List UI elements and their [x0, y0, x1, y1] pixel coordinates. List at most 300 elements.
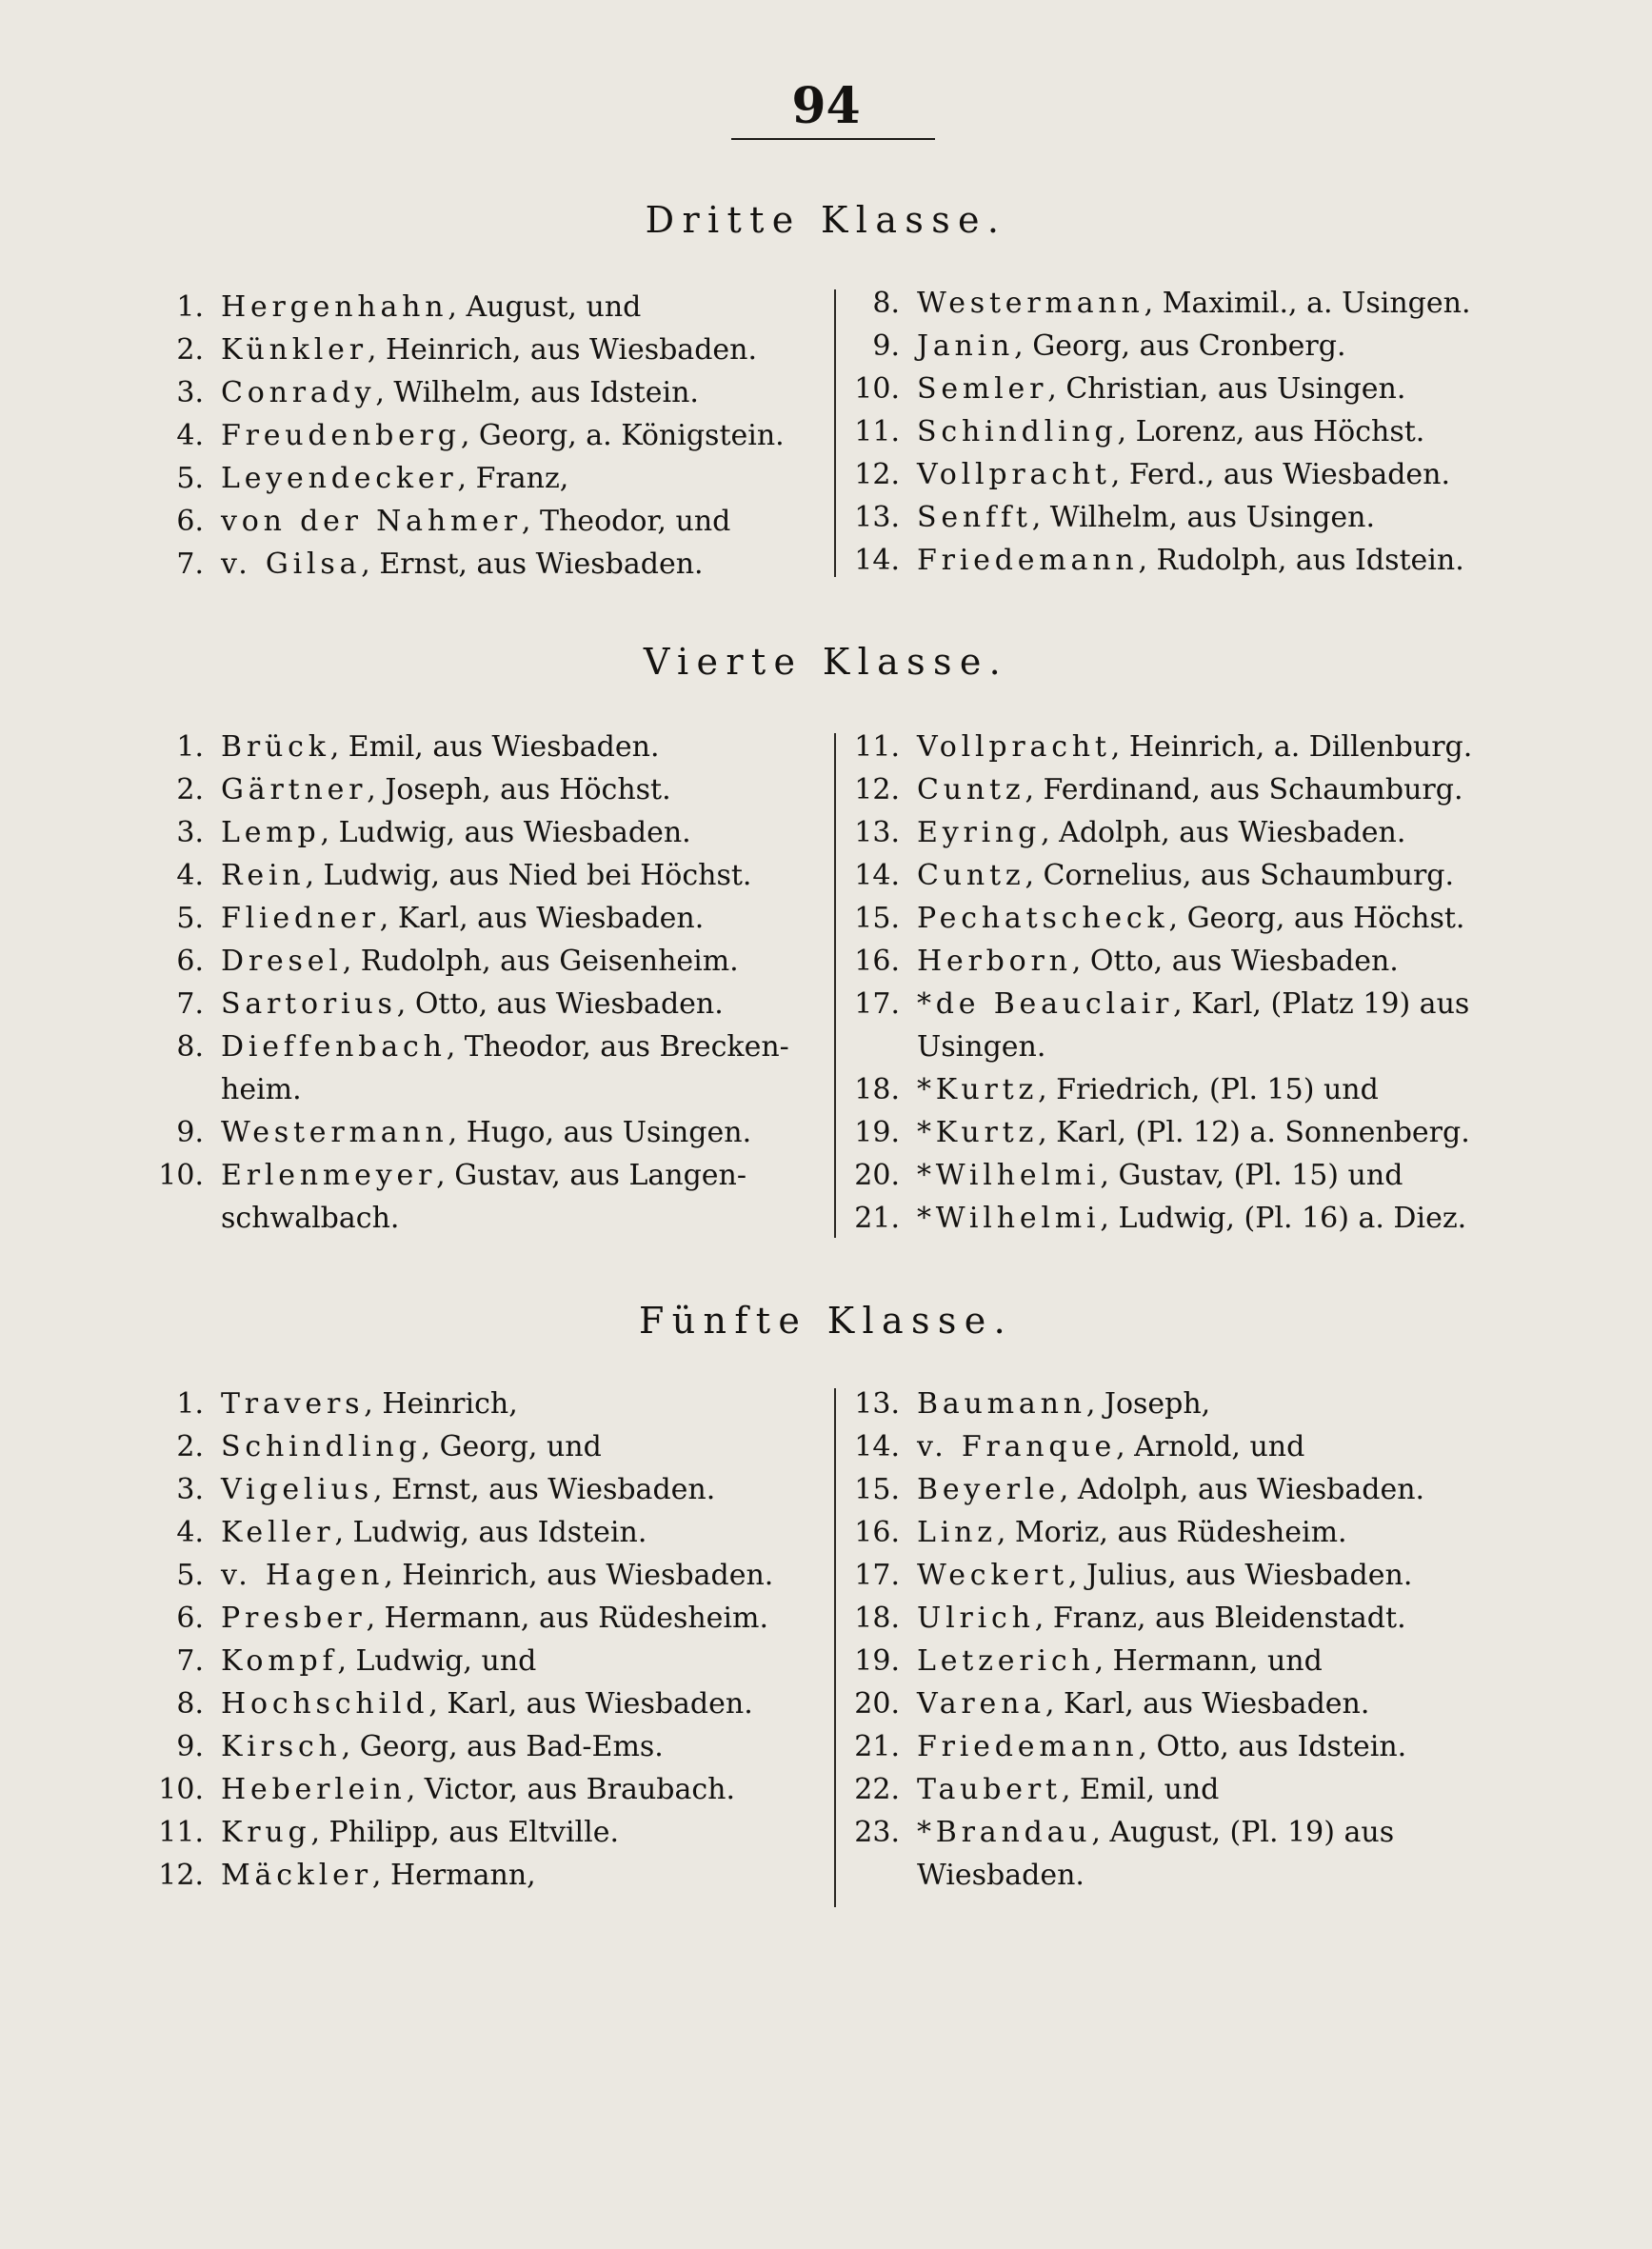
list-item — [850, 1383, 1536, 1425]
entry-number: 2. — [176, 333, 204, 367]
entry-details: , Hugo, aus Usingen. — [448, 1116, 752, 1149]
entry-text — [917, 1197, 1536, 1240]
student-name: Westermann — [221, 1116, 448, 1149]
entry-details: schwalbach. — [221, 1202, 400, 1235]
student-name: Janin — [917, 329, 1015, 363]
entry-details: , Otto, aus Wiesbaden. — [396, 987, 724, 1021]
entry-text — [221, 286, 821, 328]
entry-details: , Georg, aus Höchst. — [1168, 902, 1465, 935]
entry-number: 7. — [176, 547, 204, 581]
entry-details: , Gustav, (Pl. 15) und — [1100, 1159, 1403, 1192]
entry-number: 7. — [176, 987, 204, 1021]
entry-text — [917, 453, 1536, 496]
entry-text — [221, 1111, 821, 1154]
student-name: Dresel — [221, 945, 343, 978]
entry-number: 7. — [176, 1644, 204, 1678]
student-name: Gärtner — [221, 773, 368, 806]
entry-number: 14. — [854, 859, 900, 892]
student-name: Vigelius — [221, 1473, 373, 1506]
section-heading-dritte-klasse: Dritte Klasse. — [645, 199, 1007, 241]
entry-text — [221, 1425, 821, 1468]
entry-number: 12. — [158, 1859, 204, 1892]
student-name: Hochschild — [221, 1687, 429, 1721]
entry-text — [917, 897, 1536, 940]
list-item — [850, 940, 1536, 983]
entry-details: , Christian, aus Usingen. — [1047, 372, 1406, 406]
entry-number: 5. — [176, 902, 204, 935]
list-item — [154, 1025, 821, 1068]
entry-details: , Victor, aus Braubach. — [406, 1773, 736, 1806]
list-item — [850, 453, 1536, 496]
entry-details: , Ludwig, aus Nied bei Höchst. — [305, 859, 752, 892]
student-name: Brück — [221, 730, 330, 764]
list-item — [850, 1682, 1536, 1725]
header-rule — [731, 138, 935, 140]
student-name: Schindling — [917, 415, 1118, 448]
student-name: Friedemann — [917, 1730, 1139, 1763]
entry-details: , Ludwig, aus Idstein. — [334, 1516, 647, 1549]
entry-details: , Ferd., aus Wiesbaden. — [1110, 458, 1451, 491]
entry-number: 11. — [854, 730, 900, 764]
section-heading-fuenfte-klasse: Fünfte Klasse. — [638, 1300, 1014, 1342]
list-item — [850, 1640, 1536, 1682]
student-name: Linz — [917, 1516, 997, 1549]
student-name: *Wilhelmi — [917, 1202, 1101, 1235]
entry-details: , Wilhelm, aus Idstein. — [375, 376, 699, 409]
entry-text — [221, 940, 821, 983]
entry-number: 15. — [854, 902, 900, 935]
entry-text — [917, 1854, 1536, 1897]
entry-details: , Adolph, aus Wiesbaden. — [1059, 1473, 1425, 1506]
entry-text — [917, 983, 1536, 1025]
entry-number: 10. — [158, 1773, 204, 1806]
student-name: Leyendecker — [221, 462, 458, 495]
entry-text — [221, 1597, 821, 1640]
list-item — [850, 1197, 1536, 1240]
entry-details: , Hermann, und — [1094, 1644, 1323, 1678]
entry-number: 3. — [176, 1473, 204, 1506]
list-item — [154, 1383, 821, 1425]
list-item — [154, 1425, 821, 1468]
entry-details: heim. — [221, 1073, 302, 1106]
student-name: Senfft — [917, 501, 1032, 534]
list-item — [154, 897, 821, 940]
entry-text — [221, 1725, 821, 1768]
student-name: Mäckler — [221, 1859, 372, 1892]
entry-number: 15. — [854, 1473, 900, 1506]
list-item — [850, 1768, 1536, 1811]
list-item — [850, 539, 1536, 582]
list-item — [850, 1425, 1536, 1468]
entry-text — [221, 983, 821, 1025]
entry-number: 8. — [872, 287, 900, 320]
list-item — [850, 368, 1536, 410]
entry-number: 6. — [176, 1602, 204, 1635]
list-item — [154, 457, 821, 500]
entry-text — [917, 1597, 1536, 1640]
list-item — [850, 1468, 1536, 1511]
entry-number: 23. — [854, 1816, 900, 1849]
entry-details: , Ernst, aus Wiesbaden. — [373, 1473, 716, 1506]
student-name: Heberlein — [221, 1773, 407, 1806]
entry-number: 20. — [854, 1687, 900, 1721]
entry-number: 6. — [176, 505, 204, 538]
entry-number: 13. — [854, 816, 900, 849]
entry-number: 2. — [176, 1430, 204, 1463]
entry-details: , Ernst, aus Wiesbaden. — [361, 547, 704, 581]
list-item — [850, 1511, 1536, 1554]
entry-text — [917, 1811, 1536, 1854]
entry-number: 12. — [854, 773, 900, 806]
entry-details: , Ludwig, (Pl. 16) a. Diez. — [1100, 1202, 1467, 1235]
entry-number: 16. — [854, 945, 900, 978]
column-divider — [834, 733, 836, 1238]
student-name: Erlenmeyer — [221, 1159, 437, 1192]
list-item — [850, 1554, 1536, 1597]
list-item — [850, 1854, 1536, 1897]
vierte-klasse-left-list — [154, 726, 821, 1240]
list-item — [154, 1640, 821, 1682]
student-name: Freudenberg — [221, 419, 461, 452]
entry-text — [221, 811, 821, 854]
entry-number: 3. — [176, 816, 204, 849]
list-item — [154, 371, 821, 414]
entry-text — [917, 940, 1536, 983]
student-name: Beyerle — [917, 1473, 1060, 1506]
list-item — [154, 983, 821, 1025]
entry-number: 20. — [854, 1159, 900, 1192]
entry-details: , Gustav, aus Langen- — [436, 1159, 746, 1192]
student-name: Künkler — [221, 333, 368, 367]
entry-number: 21. — [854, 1730, 900, 1763]
entry-details: , Joseph, — [1085, 1387, 1211, 1421]
entry-text — [917, 368, 1536, 410]
entry-details: , Karl, aus Wiesbaden. — [428, 1687, 753, 1721]
entry-number: 18. — [854, 1602, 900, 1635]
entry-number: 21. — [854, 1202, 900, 1235]
entry-details: , Hermann, — [371, 1859, 536, 1892]
dritte-klasse-left-list — [154, 286, 821, 586]
entry-details: , Franz, aus Bleidenstadt. — [1034, 1602, 1406, 1635]
entry-text — [221, 328, 821, 371]
entry-number — [154, 1068, 204, 1111]
student-name: Ulrich — [917, 1602, 1035, 1635]
list-item — [850, 768, 1536, 811]
list-item — [850, 897, 1536, 940]
list-item — [850, 1111, 1536, 1154]
entry-details: , Otto, aus Idstein. — [1138, 1730, 1407, 1763]
student-name: Herborn — [917, 945, 1072, 978]
list-item — [850, 1154, 1536, 1197]
student-name: Fliedner — [221, 902, 380, 935]
entry-number: 8. — [176, 1030, 204, 1064]
list-item — [154, 543, 821, 586]
entry-details: , Joseph, aus Höchst. — [367, 773, 671, 806]
entry-text — [221, 1854, 821, 1897]
entry-number: 2. — [176, 773, 204, 806]
entry-text — [917, 1640, 1536, 1682]
list-item — [850, 1597, 1536, 1640]
entry-text — [221, 854, 821, 897]
student-name: *Brandau — [917, 1816, 1092, 1849]
entry-number — [850, 1025, 900, 1068]
entry-text — [221, 768, 821, 811]
student-name: Cuntz — [917, 859, 1025, 892]
entry-number: 17. — [854, 987, 900, 1021]
list-item — [154, 1811, 821, 1854]
entry-details: , Rudolph, aus Idstein. — [1138, 544, 1464, 577]
column-divider — [834, 289, 836, 577]
list-item — [154, 1511, 821, 1554]
student-name: Eyring — [917, 816, 1042, 849]
entry-number: 9. — [176, 1116, 204, 1149]
list-item — [850, 1811, 1536, 1854]
entry-details: , Cornelius, aus Schaumburg. — [1025, 859, 1455, 892]
entry-text — [917, 496, 1536, 539]
student-name: Kirsch — [221, 1730, 342, 1763]
entry-details: Usingen. — [917, 1030, 1046, 1064]
list-item — [154, 1154, 821, 1197]
entry-text — [221, 457, 821, 500]
entry-text — [917, 1111, 1536, 1154]
vierte-klasse-right-list — [850, 726, 1536, 1240]
entry-details: , August, und — [448, 290, 642, 324]
entry-text — [917, 325, 1536, 368]
list-item — [154, 500, 821, 543]
list-item — [154, 726, 821, 768]
entry-text — [917, 1425, 1536, 1468]
student-name: v. Hagen — [221, 1559, 385, 1592]
student-name: Lemp — [221, 816, 321, 849]
entry-details: , Lorenz, aus Höchst. — [1117, 415, 1425, 448]
entry-details: , Philipp, aus Eltville. — [310, 1816, 620, 1849]
student-name: Hergenhahn — [221, 290, 448, 324]
entry-number: 11. — [158, 1816, 204, 1849]
entry-number: 19. — [854, 1116, 900, 1149]
list-item — [850, 811, 1536, 854]
entry-text — [221, 1768, 821, 1811]
entry-text — [221, 726, 821, 768]
student-name: Varena — [917, 1687, 1045, 1721]
entry-text — [917, 539, 1536, 582]
list-item — [850, 854, 1536, 897]
student-name: Sartorius — [221, 987, 397, 1021]
entry-number: 6. — [176, 945, 204, 978]
entry-text — [221, 1682, 821, 1725]
entry-text — [221, 1068, 821, 1111]
list-item — [850, 410, 1536, 453]
entry-details: , Emil, und — [1061, 1773, 1220, 1806]
list-item — [154, 1197, 821, 1240]
entry-details: , Heinrich, a. Dillenburg. — [1110, 730, 1473, 764]
student-name: Weckert — [917, 1559, 1068, 1592]
student-name: v. Franque — [917, 1430, 1117, 1463]
student-name: *Wilhelmi — [917, 1159, 1101, 1192]
entry-text — [221, 1511, 821, 1554]
entry-details: , Karl, aus Wiesbaden. — [379, 902, 705, 935]
entry-text — [221, 897, 821, 940]
entry-number: 5. — [176, 462, 204, 495]
student-name: Dieffenbach — [221, 1030, 447, 1064]
student-name: Westermann — [917, 287, 1144, 320]
entry-text — [221, 1554, 821, 1597]
student-name: Cuntz — [917, 773, 1025, 806]
entry-text — [917, 768, 1536, 811]
student-name: Rein — [221, 859, 306, 892]
entry-text — [917, 410, 1536, 453]
student-name: Pechatscheck — [917, 902, 1169, 935]
entry-text — [917, 1682, 1536, 1725]
list-item — [154, 1111, 821, 1154]
student-name: Travers — [221, 1387, 365, 1421]
list-item — [154, 328, 821, 371]
entry-details: , Karl, (Platz 19) aus — [1173, 987, 1470, 1021]
entry-number: 5. — [176, 1559, 204, 1592]
student-name: Friedemann — [917, 544, 1139, 577]
entry-text — [917, 1511, 1536, 1554]
student-name: *de Beauclair — [917, 987, 1174, 1021]
entry-number: 9. — [176, 1730, 204, 1763]
entry-text — [917, 854, 1536, 897]
section-heading-vierte-klasse: Vierte Klasse. — [643, 641, 1009, 683]
entry-text — [917, 1768, 1536, 1811]
entry-number — [850, 1854, 900, 1897]
entry-text — [221, 1640, 821, 1682]
student-name: Schindling — [221, 1430, 422, 1463]
student-name: *Kurtz — [917, 1116, 1039, 1149]
entry-details: , Karl, aus Wiesbaden. — [1045, 1687, 1370, 1721]
entry-number: 13. — [854, 1387, 900, 1421]
entry-text — [917, 1068, 1536, 1111]
entry-text — [917, 1383, 1536, 1425]
list-item — [850, 1068, 1536, 1111]
entry-details: , Rudolph, aus Geisenheim. — [342, 945, 739, 978]
entry-text — [917, 1725, 1536, 1768]
entry-details: , Moriz, aus Rüdesheim. — [996, 1516, 1347, 1549]
student-name: Vollpracht — [917, 730, 1111, 764]
entry-details: , Karl, (Pl. 12) a. Sonnenberg. — [1038, 1116, 1470, 1149]
student-name: Taubert — [917, 1773, 1062, 1806]
entry-text — [221, 371, 821, 414]
entry-details: , Otto, aus Wiesbaden. — [1071, 945, 1399, 978]
entry-details: , Heinrich, aus Wiesbaden. — [367, 333, 758, 367]
entry-number: 1. — [176, 1387, 204, 1421]
entry-number: 22. — [854, 1773, 900, 1806]
entry-details: , Wilhelm, aus Usingen. — [1031, 501, 1376, 534]
entry-number: 13. — [854, 501, 900, 534]
list-item — [850, 983, 1536, 1025]
entry-details: , Ludwig, und — [337, 1644, 537, 1678]
entry-details: , Heinrich, — [364, 1387, 518, 1421]
entry-number: 14. — [854, 544, 900, 577]
entry-number: 4. — [176, 419, 204, 452]
list-item — [154, 1468, 821, 1511]
entry-number: 1. — [176, 290, 204, 324]
entry-details: , Georg, aus Cronberg. — [1014, 329, 1346, 363]
list-item — [154, 1554, 821, 1597]
entry-number: 12. — [854, 458, 900, 491]
list-item — [154, 1768, 821, 1811]
student-name: Kompf — [221, 1644, 338, 1678]
list-item — [154, 414, 821, 457]
student-name: von der Nahmer — [221, 505, 522, 538]
entry-details: , Maximil., a. Usingen. — [1144, 287, 1471, 320]
list-item — [850, 325, 1536, 368]
fuenfte-klasse-left-list — [154, 1383, 821, 1897]
entry-text — [221, 1197, 821, 1240]
entry-number: 14. — [854, 1430, 900, 1463]
entry-details: , Adolph, aus Wiesbaden. — [1041, 816, 1406, 849]
entry-details: , Georg, und — [421, 1430, 602, 1463]
entry-text — [221, 1383, 821, 1425]
entry-number: 3. — [176, 376, 204, 409]
list-item — [850, 1725, 1536, 1768]
entry-number: 9. — [872, 329, 900, 363]
list-item — [154, 940, 821, 983]
list-item — [154, 1597, 821, 1640]
entry-text — [221, 543, 821, 586]
entry-number: 1. — [176, 730, 204, 764]
student-name: Baumann — [917, 1387, 1086, 1421]
list-item — [850, 282, 1536, 325]
student-name: Conrady — [221, 376, 376, 409]
entry-details: , Ludwig, aus Wiesbaden. — [320, 816, 691, 849]
entry-details: , Ferdinand, aus Schaumburg. — [1025, 773, 1463, 806]
entry-text — [917, 282, 1536, 325]
entry-details: , Hermann, aus Rüdesheim. — [366, 1602, 769, 1635]
entry-details: , Friedrich, (Pl. 15) und — [1038, 1073, 1379, 1106]
list-item — [154, 1682, 821, 1725]
entry-text — [221, 1811, 821, 1854]
entry-number: 19. — [854, 1644, 900, 1678]
list-item — [850, 726, 1536, 768]
entry-text — [221, 1154, 821, 1197]
list-item — [154, 286, 821, 328]
list-item — [154, 1068, 821, 1111]
entry-text — [917, 726, 1536, 768]
entry-details: , August, (Pl. 19) aus — [1091, 1816, 1395, 1849]
entry-text — [221, 1025, 821, 1068]
entry-number: 18. — [854, 1073, 900, 1106]
entry-text — [917, 1468, 1536, 1511]
entry-number: 10. — [158, 1159, 204, 1192]
list-item — [154, 1725, 821, 1768]
column-divider — [834, 1388, 836, 1907]
student-name: v. Gilsa — [221, 547, 362, 581]
entry-text — [221, 1468, 821, 1511]
entry-text — [221, 500, 821, 543]
entry-details: , Julius, aus Wiesbaden. — [1067, 1559, 1413, 1592]
entry-text — [917, 1554, 1536, 1597]
page-number: 94 — [791, 77, 861, 135]
entry-number: 16. — [854, 1516, 900, 1549]
entry-number: 8. — [176, 1687, 204, 1721]
entry-text — [917, 811, 1536, 854]
list-item — [154, 811, 821, 854]
student-name: Semler — [917, 372, 1048, 406]
entry-number: 11. — [854, 415, 900, 448]
list-item — [850, 1025, 1536, 1068]
student-name: Krug — [221, 1816, 311, 1849]
entry-number — [154, 1197, 204, 1240]
entry-text — [917, 1025, 1536, 1068]
entry-number: 4. — [176, 1516, 204, 1549]
entry-details: , Emil, aus Wiesbaden. — [329, 730, 660, 764]
student-name: Vollpracht — [917, 458, 1111, 491]
list-item — [154, 854, 821, 897]
entry-text — [917, 1154, 1536, 1197]
list-item — [850, 496, 1536, 539]
